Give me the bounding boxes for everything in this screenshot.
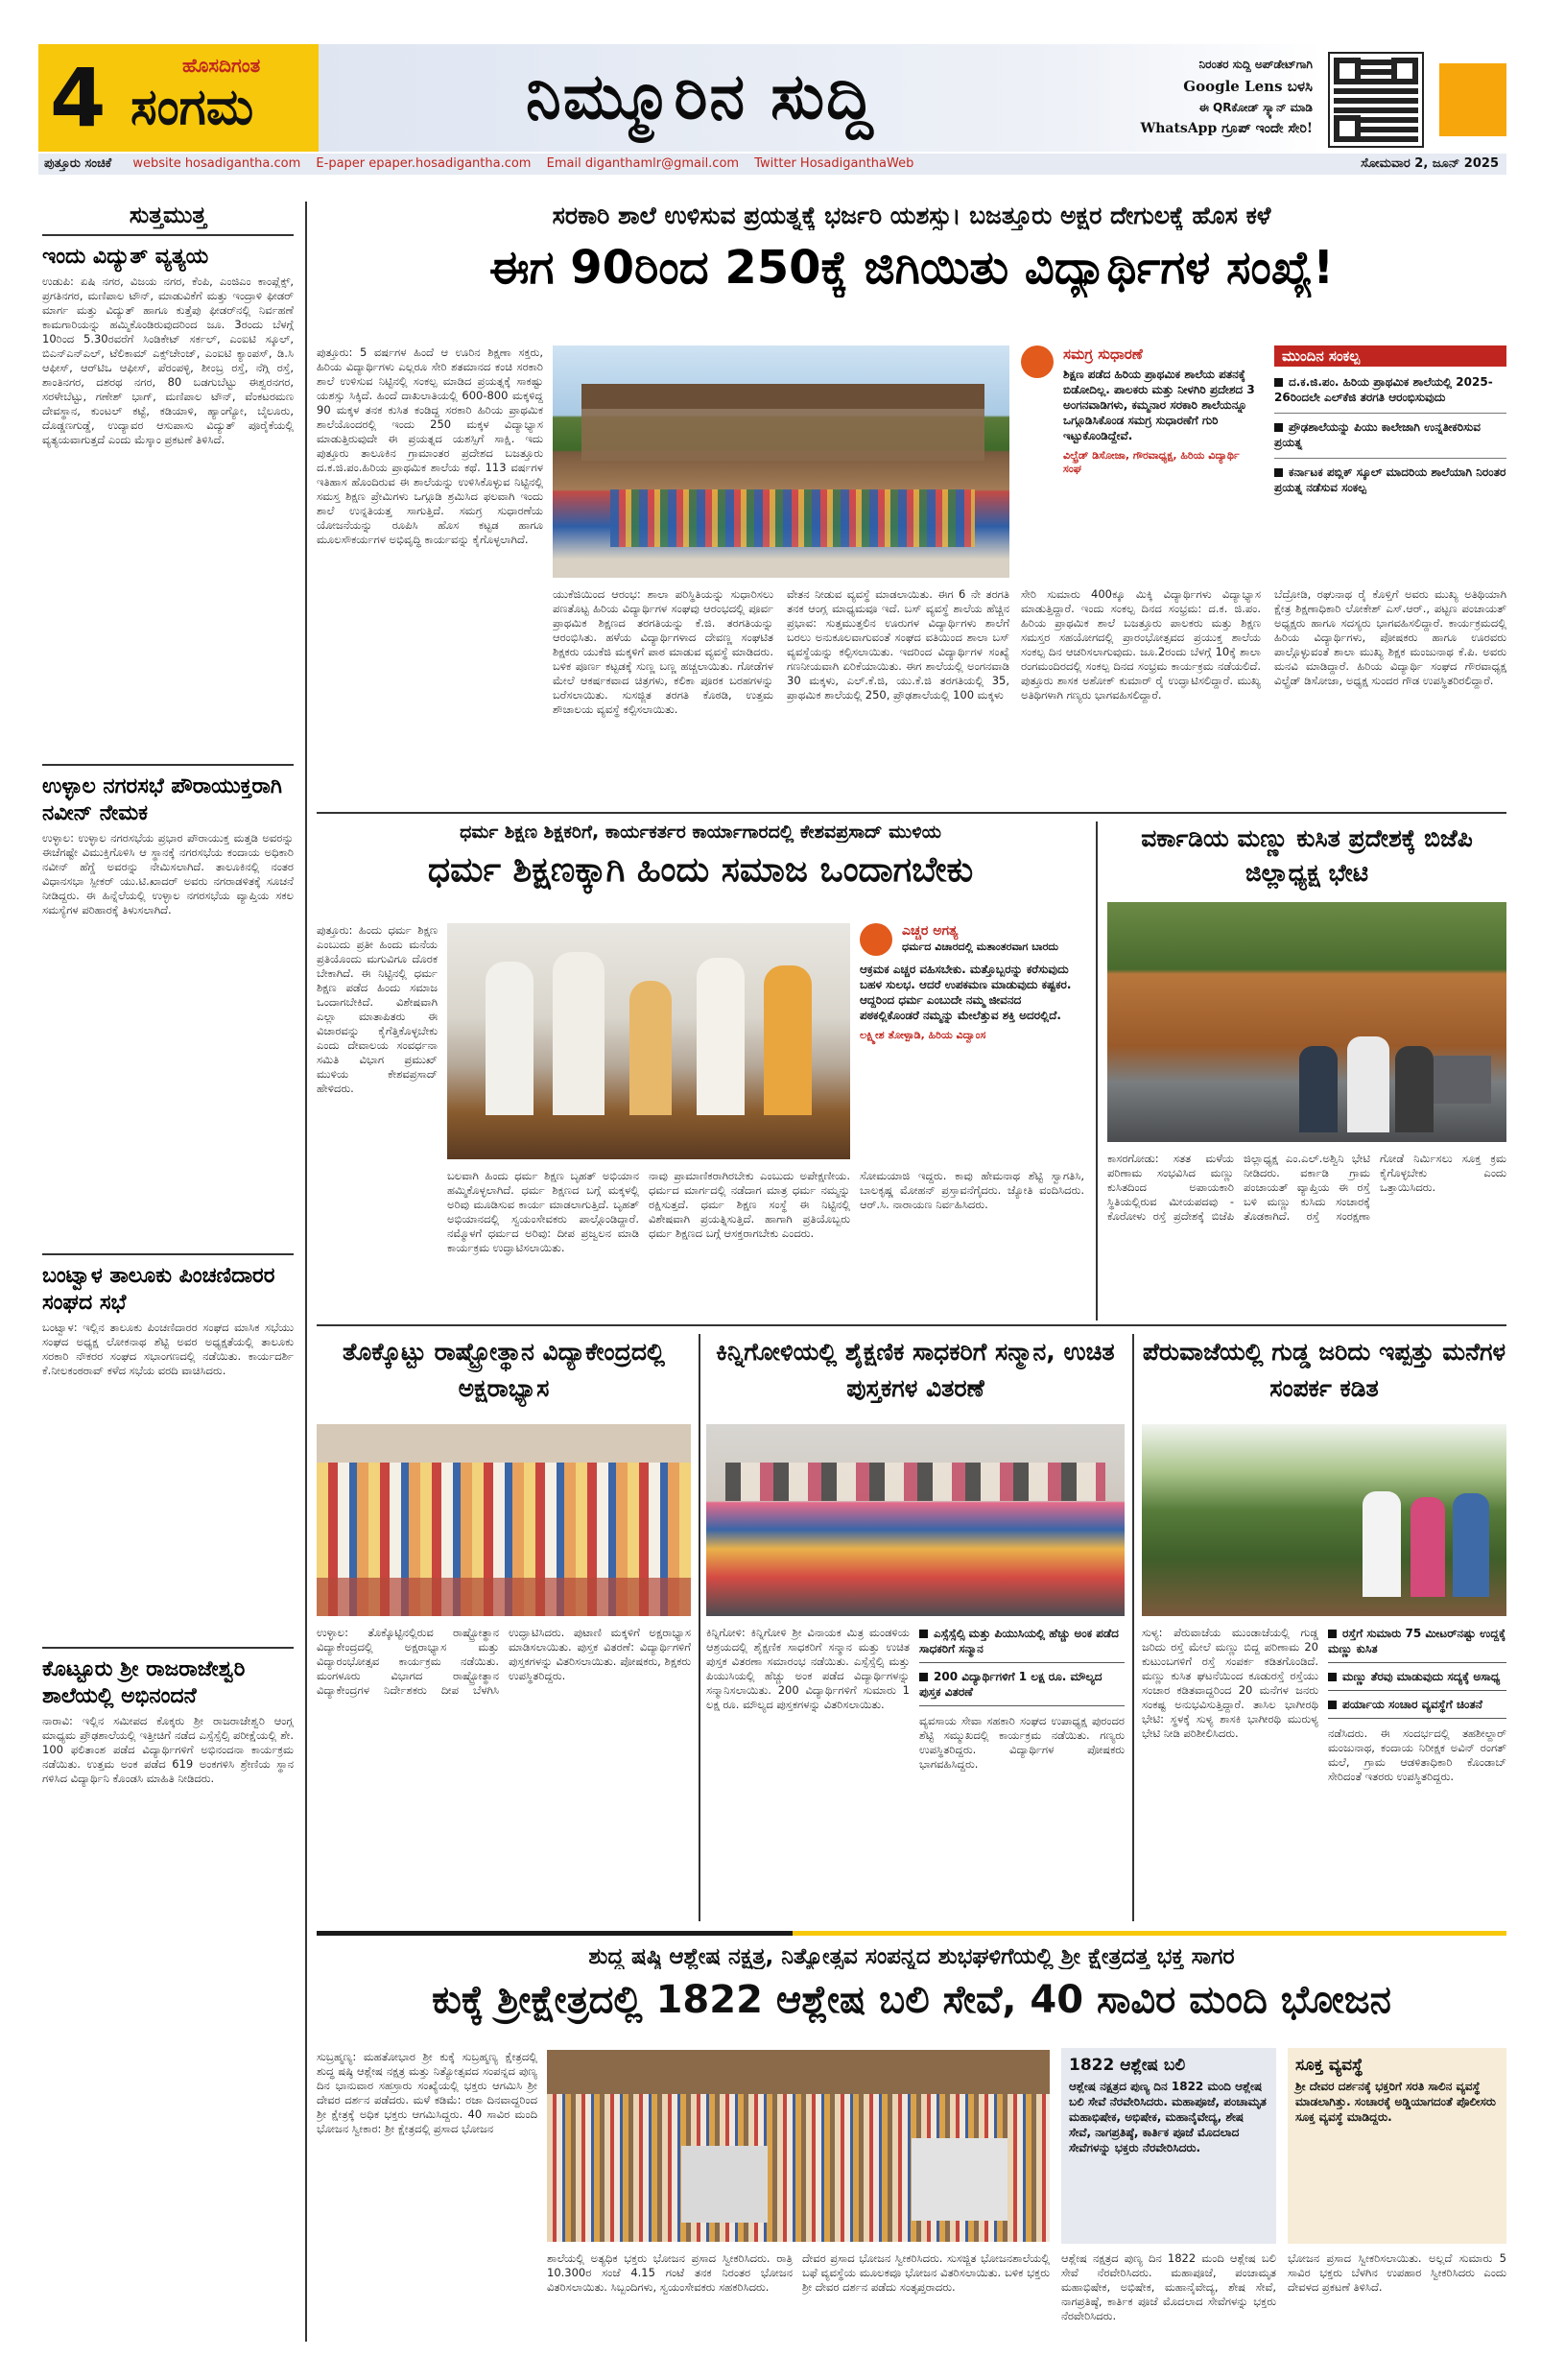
sidebar-body: ಉಳ್ಳಾಲ: ಉಳ್ಳಾಲ ನಗರಸಭೆಯ ಪ್ರಭಾರ ಪೌರಾಯುಕ್ತ ಮತ್ತಡಿ ಅವರನ್ನು ಈಚೆಗಷ್ಟೇ ವಿಮುಕ್ತಿಗೊಳಿಸಿ ಆ ಸ್ಥಾನಕ್ಕೆ ನಗರಸಭೆಯ ಕಂದಾಯ ಅಧಿಕಾರಿ ನವೀನ್ ಹೆಗ್ಡೆ ಅವರನ್ನು ನೇಮಿಸಲಾಗಿದೆ. ತಾಲೂಕಿನಲ್ಲಿ ನಂತರ ವಿಧಾನಸಭಾ ಸ್ಪೀಕರ್ ಯು.ಟಿ.ಖಾದರ್ ಅವರು ನಗರಾಡಳಿತಕ್ಕೆ ಸೂಚನೆ ನೀಡಿದ್ದರು. ಈ ಹಿನ್ನೆಲೆಯಲ್ಲಿ ಉಳ್ಳಾಲ ನಗರಸಭೆಯ ವ್ಯಾಪ್ತಿಯ ಸಕಲ ಸಮಸ್ಯೆಗಳ ಪರಿಹಾರಕ್ಕೆ ತಿಳುಸಲಾಗಿದೆ. xyxy=(42,831,294,916)
sidebar xyxy=(42,202,294,2332)
quote-box xyxy=(860,923,1084,1159)
qr-text-1: ನಿರಂತರ ಸುದ್ದಿ ಅಪ್‌ಡೇಟ್‌ಗಾಗಿ xyxy=(1198,58,1313,71)
quote-title: ಎಚ್ಚರ ಅಗತ್ಯ xyxy=(902,923,959,939)
story5-body-2: ವ್ಯವಸಾಯ ಸೇವಾ ಸಹಕಾರಿ ಸಂಘದ ಉಪಾಧ್ಯಕ್ಷ ಪುರಂದರ ಶೆಟ್ಟಿ ಸಮ್ಮುಖದಲ್ಲಿ ಕಾರ್ಯಕ್ರಮ ನಡೆಯಿತು. ಗಣ್ಯರು ಉಪಸ್ಥಿತರಿದ್ದರು. ವಿದ್ಯಾರ್ಥಿಗಳ ಪೋಷಕರು ಭಾಗವಹಿಸಿದ್ದರು. xyxy=(919,1714,1125,1771)
qr-text-3: ಈ QRಕೋಡ್ ಸ್ಕ್ಯಾನ್ ಮಾಡಿ xyxy=(1198,101,1313,114)
box-icon xyxy=(1021,345,1054,378)
plan-title: ಮುಂದಿನ ಸಂಕಲ್ಪ xyxy=(1274,345,1506,367)
story7-body-1: ಸುಬ್ರಹ್ಮಣ್ಯ: ಮಹತೋಭಾರ ಶ್ರೀ ಕುಕ್ಕೆ ಸುಬ್ರಹ್ಮಣ್ಯ ಕ್ಷೇತ್ರದಲ್ಲಿ ಶುದ್ಧ ಷಷ್ಠಿ ಆಶ್ಲೇಷ ನಕ್ಷತ್ರ ಮತ್ತು ನಿತ್ಯೋತ್ಸವದ ಸಂಪನ್ನದ ಪುಣ್ಯ ದಿನ ಭಾನುವಾರ ಸಹಸ್ರಾರು ಸಂಖ್ಯೆಯಲ್ಲಿ ಭಕ್ತರು ಆಗಮಿಸಿ ಶ್ರೀ ದೇವರ ದರ್ಶನ ಪಡೆದರು. ಮಳೆ ಕಡಿಮೆ: ರಜಾ ದಿನವಾದ್ದರಿಂದ ಶ್ರೀ ಕ್ಷೇತ್ರಕ್ಕೆ ಅಧಿಕ ಭಕ್ತರು ಆಗಮಿಸಿದ್ದರು. 40 ಸಾವಿರ ಮಂದಿ ಭೋಜನ ಸ್ವೀಕಾರ: ಶ್ರೀ ಕ್ಷೇತ್ರದಲ್ಲಿ ಪ್ರಸಾದ ಭೋಜನ xyxy=(317,2050,537,2135)
box-author: ವಿಲ್ಫ್ರೆಡ್ ಡಿಸೋಜಾ, ಗೌರವಾಧ್ಯಕ್ಷ, ಹಿರಿಯ ವಿದ್ಯಾರ್ಥಿ ಸಂಘ xyxy=(1063,449,1240,475)
story-kukke xyxy=(317,1944,1506,2347)
sidebar-headline[interactable]: ಕೊಟ್ಟೂರು ಶ್ರೀ ರಾಜರಾಜೇಶ್ವರಿ ಶಾಲೆಯಲ್ಲಿ ಅಭಿನಂದನೆ xyxy=(42,1657,246,1708)
bullet-item: ಎಸ್ಸೆಸ್ಸೆಲ್ಸಿ ಮತ್ತು ಪಿಯುಸಿಯಲ್ಲಿ ಹೆಚ್ಚು ಅಂಕ ಪಡೆದ ಸಾಧಕರಿಗೆ ಸನ್ಮಾನ xyxy=(919,1626,1125,1663)
story-varkadi xyxy=(1107,821,1506,1319)
edition-label: ಪುತ್ತೂರು ಸಂಚಿಕೆ xyxy=(44,156,112,171)
column-rule xyxy=(699,1334,700,1921)
story3-body: ಕಾಸರಗೋಡು: ಸತತ ಮಳೆಯ ಪರಿಣಾಮ ಸಂಭವಿಸಿದ ಮಣ್ಣು ಕುಸಿತದಿಂದ ಅಪಾಯಕಾರಿ ಸ್ಥಿತಿಯಲ್ಲಿರುವ ಮೀಯಪದವು - ಕೊರೋಳು ರಸ್ತೆ ಪ್ರದೇಶಕ್ಕೆ ಬಿಜೆಪಿ ಜಿಲ್ಲಾಧ್ಯಕ್ಷ ಎಂ.ಎಲ್.ಅಶ್ವಿನಿ ಭೇಟಿ ನೀಡಿದರು. ವರ್ಕಾಡಿ ಗ್ರಾಮ ಪಂಚಾಯತ್ ವ್ಯಾಪ್ತಿಯ ಈ ರಸ್ತೆ ಬಳಿ ಮಣ್ಣು ಕುಸಿದು ಸಂಚಾರಕ್ಕೆ ತೊಡಕಾಗಿದೆ. ರಸ್ತೆ ಸಂರಕ್ಷಣಾ ಗೋಡೆ ನಿರ್ಮಿಸಲು ಸೂಕ್ತ ಕ್ರಮ ಕೈಗೊಳ್ಳಬೇಕು ಎಂದು ಒತ್ತಾಯಿಸಿದರು. xyxy=(1107,1152,1506,1223)
felicitation-photo xyxy=(706,1424,1125,1616)
qr-promo xyxy=(1067,44,1324,152)
plan-item: ದ.ಕ.ಜಿ.ಪಂ. ಹಿರಿಯ ಪ್ರಾಥಮಿಕ ಶಾಲೆಯಲ್ಲಿ 2025-26ರಿಂದಲೇ ಎಲ್‌ಕೆಜಿ ತರಗತಿ ಆರಂಭಿಸುವುದು xyxy=(1274,375,1493,404)
plan-item: ಕರ್ನಾಟಕ ಪಬ್ಲಿಕ್ ಸ್ಕೂಲ್ ಮಾದರಿಯ ಶಾಲೆಯಾಗಿ ನಿರಂತರ ಪ್ರಯತ್ನ ನಡೆಸುವ ಸಂಕಲ್ಪ xyxy=(1274,458,1506,495)
lead-body-3: ವೇತನ ನೀಡುವ ವ್ಯವಸ್ಥೆ ಮಾಡಲಾಯಿತು. ಈಗ 6 ನೇ ತರಗತಿ ತನಕ ಆಂಗ್ಲ ಮಾಧ್ಯಮವೂ ಇದೆ. ಬಸ್ ವ್ಯವಸ್ಥೆ ಶಾಲೆಯ ಹೆಚ್ಚಿನ ಪ್ರಭಾವ: ಸುತ್ತಮುತ್ತಲಿನ ಊರುಗಳ ವಿದ್ಯಾರ್ಥಿಗಳು ಶಾಲೆಗೆ ಬರಲು ಅನುಕೂಲವಾಗುವಂತೆ ಸಂಘದ ವತಿಯಿಂದ ಶಾಲಾ ಬಸ್ ವ್ಯವಸ್ಥೆಯನ್ನು ಕಲ್ಪಿಸಲಾಯಿತು. ಇದರಿಂದ ವಿದ್ಯಾರ್ಥಿಗಳ ಸಂಖ್ಯೆ ಗಣನೀಯವಾಗಿ ಏರಿಕೆಯಾಯಿತು. ಈಗ ಶಾಲೆಯಲ್ಲಿ ಅಂಗನವಾಡಿ 30 ಮಕ್ಕಳು, ಎಲ್.ಕೆ.ಜಿ, ಯು.ಕೆ.ಜಿ ತರಗತಿಯಲ್ಲಿ 35, ಪ್ರಾಥಮಿಕ ಶಾಲೆಯಲ್ಲಿ 250, ಪ್ರೌಢಶಾಲೆಯಲ್ಲಿ 100 ಮಕ್ಕಳು xyxy=(787,587,1009,702)
landslide-photo xyxy=(1107,902,1506,1142)
ashlesha-box xyxy=(1061,2048,1276,2244)
masthead xyxy=(38,44,1506,169)
lead-body-5: ಬೆದ್ರೋಡಿ, ರಘುನಾಥ ರೈ ಕೊಳ್ತಿಗೆ ಅವರು ಮುಖ್ಯ ಅತಿಥಿಯಾಗಿ ಕ್ಷೇತ್ರ ಶಿಕ್ಷಣಾಧಿಕಾರಿ ಲೋಕೇಶ್ ಎಸ್.ಆರ್., ಪಟ್ಟಣ ಪಂಚಾಯತ್ ಅಧ್ಯಕ್ಷರು ಹಾಗೂ ಸದಸ್ಯರು ಭಾಗವಹಿಸಲಿದ್ದಾರೆ. ಕಾರ್ಯಕ್ರಮದಲ್ಲಿ ಹಿರಿಯ ವಿದ್ಯಾರ್ಥಿಗಳು, ಪೋಷಕರು ಹಾಗೂ ಊರವರು ಪಾಲ್ಗೊಳ್ಳುವಂತೆ ಶಾಲಾ ಮುಖ್ಯ ಶಿಕ್ಷಕ ಮಂಜುನಾಥ ಕೆ.ಪಿ. ಅವರು ಮನವಿ ಮಾಡಿದ್ದಾರೆ. ಹಿರಿಯ ವಿದ್ಯಾರ್ಥಿ ಸಂಘದ ಗೌರವಾಧ್ಯಕ್ಷ ವಿಲ್ಫ್ರೆಡ್ ಡಿಸೋಜಾ, ಅಧ್ಯಕ್ಷ ಸುಂದರ ಗೌಡ ಉಪಸ್ಥಿತರಿರಲಿದ್ದಾರೆ. xyxy=(1274,587,1506,687)
email-link[interactable]: Email diganthamlr@gmail.com xyxy=(546,156,740,171)
column-rule xyxy=(1096,821,1098,1321)
story2-body-4: ಸೋಮಯಾಜಿ ಇದ್ದರು. ಕಾವು ಹೇಮನಾಥ ಶೆಟ್ಟಿ ಸ್ವಾಗತಿಸಿ, ಬಾಲಕೃಷ್ಣ ಮೋಹನ್ ಪ್ರಸ್ತಾವನೆಗೈದರು. ಜ್ಯೋತಿ ವಂದಿಸಿದರು. ಆರ್.ಸಿ. ನಾರಾಯಣ ನಿರ್ವಹಿಸಿದರು. xyxy=(860,1169,1084,1211)
bullet-item: ರಸ್ತೆಗೆ ಸುಮಾರು 75 ಮೀಟರ್‌ನಷ್ಟು ಉದ್ದಕ್ಕೆ ಮಣ್ಣು ಕುಸಿತ xyxy=(1328,1626,1506,1663)
column-rule xyxy=(1132,1334,1134,1921)
quote-author: ಲಕ್ಷ್ಮೀಶ ತೋಳ್ಪಾಡಿ, ಹಿರಿಯ ವಿದ್ವಾಂಸ xyxy=(860,1029,986,1041)
epaper-link[interactable]: E-paper epaper.hosadigantha.com xyxy=(316,156,532,171)
sidebar-story-2 xyxy=(42,774,294,1244)
twitter-link[interactable]: Twitter HosadiganthaWeb xyxy=(754,156,914,171)
story6-bullets xyxy=(1328,1626,1506,1851)
school-photo xyxy=(553,345,1009,578)
accent-band xyxy=(317,1931,1506,1936)
story4-body: ಉಳ್ಳಾಲ: ತೊಕ್ಕೊಟ್ಟಿನಲ್ಲಿರುವ ರಾಷ್ಟ್ರೋತ್ಥಾನ ವಿದ್ಯಾಕೇಂದ್ರದಲ್ಲಿ ಅಕ್ಷರಾಭ್ಯಾಸ ಮತ್ತು ವಿದ್ಯಾರಂಭೋತ್ಸವ ಕಾರ್ಯಕ್ರಮ ನಡೆಯಿತು. ಮಂಗಳೂರು ವಿಭಾಗದ ರಾಷ್ಟ್ರೋತ್ಥಾನ ವಿದ್ಯಾಕೇಂದ್ರಗಳ ನಿರ್ದೇಶಕರು ದೀಪ ಬೆಳಗಿಸಿ ಉದ್ಘಾಟಿಸಿದರು. ಪುಟಾಣಿ ಮಕ್ಕಳಿಗೆ ಅಕ್ಷರಾಭ್ಯಾಸ ಮಾಡಿಸಲಾಯಿತು. ಪುಸ್ತಕ ವಿತರಣೆ: ವಿದ್ಯಾರ್ಥಿಗಳಿಗೆ ಪುಸ್ತಕಗಳನ್ನು ವಿತರಿಸಲಾಯಿತು. ಪೋಷಕರು, ಶಿಕ್ಷಕರು ಉಪಸ್ಥಿತರಿದ್ದರು. xyxy=(317,1626,691,1697)
sidebar-headline[interactable]: ಉಳ್ಳಾಲ ನಗರಸಭೆ ಪೌರಾಯುಕ್ತರಾಗಿ ನವೀನ್ ನೇಮಕ xyxy=(42,774,282,825)
story6-body: ಸುಳ್ಯ: ಪೆರುವಾಜೆಯ ಮುಂಡಾಜೆಯಲ್ಲಿ ಗುಡ್ಡ ಜರಿದು ರಸ್ತೆ ಮೇಲೆ ಮಣ್ಣು ಬಿದ್ದ ಪರಿಣಾಮ 20 ಕುಟುಂಬಗಳಿಗೆ ರಸ್ತೆ ಸಂಪರ್ಕ ಕಡಿತಗೊಂಡಿದೆ. ಮಣ್ಣು ಕುಸಿತ ಘಟನೆಯಿಂದ ಕೂಡುರಸ್ತೆ ರಸ್ತೆಯು ಸಂಚಾರ ಕಡಿತವಾದ್ದರಿಂದ 20 ಮನೆಗಳ ಜನರು ಸಂಕಷ್ಟ ಅನುಭವಿಸುತ್ತಿದ್ದಾರೆ. ತಾಸಿಲ ಭಾಗೀರಥಿ ಭೇಟಿ: ಸ್ಥಳಕ್ಕೆ ಸುಳ್ಯ ಶಾಸಕಿ ಭಾಗೀರಥಿ ಮುರುಳ್ಯ ಭೇಟಿ ನೀಡಿ ಪರಿಶೀಲಿಸಿದರು. xyxy=(1142,1626,1318,1740)
issue-date: ಸೋಮವಾರ 2, ಜೂನ್ 2025 xyxy=(1361,156,1499,171)
sidebar-header: ಸುತ್ತಮುತ್ತ xyxy=(42,202,294,236)
story2-body-3: ನಾವು ಪ್ರಾಮಾಣಿಕರಾಗಿರಬೇಕು ಎಂಬುದು ಅಪೇಕ್ಷಣೀಯ. ಧರ್ಮದ ಮಾರ್ಗದಲ್ಲಿ ನಡೆದಾಗ ಮಾತ್ರ ಧರ್ಮ ನಮ್ಮನ್ನು ರಕ್ಷಿಸುತ್ತದೆ. ಧರ್ಮ ಶಿಕ್ಷಣ ಸಂಸ್ಥೆ ಈ ನಿಟ್ಟಿನಲ್ಲಿ ವಿಶೇಷವಾಗಿ ಪ್ರಯತ್ನಿಸುತ್ತಿದೆ. ಹಾಗಾಗಿ ಪ್ರತಿಯೊಬ್ಬರು ಧರ್ಮ ಶಿಕ್ಷಣದ ಬಗ್ಗೆ ಆಸಕ್ತರಾಗಬೇಕು ಎಂದರು. xyxy=(649,1169,850,1240)
story7-body-2: ಶಾಲೆಯಲ್ಲಿ ಅತ್ಯಧಿಕ ಭಕ್ತರು ಭೋಜನ ಪ್ರಸಾದ ಸ್ವೀಕರಿಸಿದರು. ರಾತ್ರಿ 10.300ರ ಸಂಜೆ 4.15 ಗಂಟೆ ತನಕ ನಿರಂತರ ಭೋಜನ ವಿತರಿಸಲಾಯಿತು. ಸಿಬ್ಬಂದಿಗಳು, ಸ್ವಯಂಸೇವಕರು ಸಹಕರಿಸಿದರು. xyxy=(547,2251,793,2294)
story6-headline[interactable]: ಪೆರುವಾಜೆಯಲ್ಲಿ ಗುಡ್ಡ ಜರಿದು ಇಪ್ಪತ್ತು ಮನೆಗಳ ಸಂಪರ್ಕ ಕಡಿತ xyxy=(1142,1338,1506,1402)
section-rule xyxy=(317,1324,1506,1326)
section-rule xyxy=(317,812,1506,814)
story-dharma xyxy=(317,821,1084,1319)
sidebar-story-4 xyxy=(42,1656,294,2031)
story4-headline[interactable]: ತೊಕ್ಕೊಟ್ಟು ರಾಷ್ಟ್ರೋತ್ಥಾನ ವಿದ್ಯಾಕೇಂದ್ರದಲ್ಲಿ ಅಕ್ಷರಾಭ್ಯಾಸ xyxy=(343,1338,665,1402)
quote-body: ಆಕ್ರಮಕ ಎಚ್ಚರ ವಹಿಸಬೇಕು. ಮತ್ತೊಬ್ಬರನ್ನು ಕರೆಸುವುದು ಬಹಳ ಸುಲಭ. ಆದರೆ ಉಪಕಮಣ ಮಾಡುವುದು ಕಷ್ಟಕರ. ಆದ್ದರಿಂದ ಧರ್ಮ ಎಂಬುದೇ ನಮ್ಮ ಜೀವನದ ಪಠಕಲ್ಲಿಕೊಂಡರೆ ನಮ್ಮನ್ನು ಮೇಲೆತ್ತುವ ಶಕ್ತಿ ಅದರಲ್ಲಿದೆ. xyxy=(860,963,1072,1022)
box-body: ಶಿಕ್ಷಣ ಪಡೆದ ಹಿರಿಯ ಪ್ರಾಥಮಿಕ ಶಾಲೆಯ ಪತನಕ್ಕೆ ಬಿಡೋದಿಲ್ಲ. ಪಾಲಕರು ಮತ್ತು ನೀಳಗಿರಿ ಪ್ರದೇಶದ 3 ಅಂಗನವಾಡಿಗಳು, ಕಮ್ಮನಾರ ಸರಕಾರಿ ಶಾಲೆಯನ್ನೂ ಒಗ್ಗೂಡಿಸಿಕೊಂಡ ಸಮಗ್ರ ಸುಧಾರಣೆಗೆ ಗುರಿ ಇಟ್ಟುಕೊಂಡಿದ್ದೇವೆ. xyxy=(1063,368,1255,442)
sidebar-story-3 xyxy=(42,1263,294,1637)
classroom-photo xyxy=(317,1424,691,1616)
story-tokkottu xyxy=(317,1334,691,1919)
story7-body-3: ದೇವರ ಪ್ರಸಾದ ಭೋಜನ ಸ್ವೀಕರಿಸಿದರು. ಸುಸಜ್ಜಿತ ಭೋಜನಶಾಲೆಯಲ್ಲಿ ಬಫೆ ವ್ಯವಸ್ಥೆಯ ಮೂಲಕವೂ ಭೋಜನ ವಿತರಿಸಲಾಯಿತು. ಬಳಿಕ ಭಕ್ತರು ಶ್ರೀ ದೇವರ ದರ್ಶನ ಪಡೆದು ಸಂತೃಪ್ತರಾದರು. xyxy=(802,2251,1050,2294)
story-kinnigoli xyxy=(706,1334,1125,1919)
quote-icon xyxy=(860,923,892,956)
qr-text-4: WhatsApp ಗ್ರೂಪ್ ಇಂದೇ ಸೇರಿ! xyxy=(1140,121,1313,136)
column-rule xyxy=(305,202,307,2342)
qr-text-2: Google Lens ಬಳಸಿ xyxy=(1183,78,1313,95)
story7-headline[interactable]: ಕುಕ್ಕೆ ಶ್ರೀಕ್ಷೇತ್ರದಲ್ಲಿ 1822 ಆಶ್ಲೇಷ ಬಲಿ ಸೇವೆ, 40 ಸಾವಿರ ಮಂದಿ ಭೋಜನ xyxy=(432,1978,1391,2022)
story2-kicker: ಧರ್ಮ ಶಿಕ್ಷಣ ಶಿಕ್ಷಕರಿಗೆ, ಕಾರ್ಯಕರ್ತರ ಕಾರ್ಯಾಗಾರದಲ್ಲಿ ಕೇಶವಪ್ರಸಾದ್ ಮುಳಿಯ xyxy=(460,821,941,843)
box1-body: ಆಶ್ಲೇಷ ನಕ್ಷತ್ರದ ಪುಣ್ಯ ದಿನ 1822 ಮಂದಿ ಆಶ್ಲೇಷ ಬಲಿ ಸೇವೆ ನೆರವೇರಿಸಿದರು. ಮಹಾಪೂಜೆ, ಪಂಚಾಮೃತ ಮಹಾಭಿಷೇಕ, ಅಭಿಷೇಕ, ಮಹಾನೈವೇದ್ಯ, ಶೇಷ ಸೇವೆ, ನಾಗಪ್ರತಿಷ್ಠೆ, ಕಾರ್ತಿಕ ಪೂಜೆ ಮೊದಲಾದ ಸೇವೆಗಳನ್ನು ಭಕ್ತರು ನೆರವೇರಿಸಿದರು. xyxy=(1069,2080,1267,2154)
box2-body: ಶ್ರೀ ದೇವರ ದರ್ಶನಕ್ಕೆ ಭಕ್ತರಿಗೆ ಸರತಿ ಸಾಲಿನ ವ್ಯವಸ್ಥೆ ಮಾಡಲಾಗಿತ್ತು. ಸಂಚಾರಕ್ಕೆ ಅಡ್ಡಿಯಾಗದಂತೆ ಪೊಲೀಸರು ಸೂಕ್ತ ವ್ಯವಸ್ಥೆ ಮಾಡಿದ್ದರು. xyxy=(1295,2080,1496,2124)
masthead-title: ನಿಮ್ಮೂರಿನ ಸುದ್ದಿ xyxy=(526,60,875,133)
bullet-item: 200 ವಿದ್ಯಾರ್ಥಿಗಳಿಗೆ 1 ಲಕ್ಷ ರೂ. ಮೌಲ್ಯದ ಪುಸ್ತಕ ವಿತರಣೆ xyxy=(919,1669,1125,1706)
lead-kicker: ಸರಕಾರಿ ಶಾಲೆ ಉಳಿಸುವ ಪ್ರಯತ್ನಕ್ಕೆ ಭರ್ಜರಿ ಯಶಸ್ಸು। ಬಜತ್ತೂರು ಅಕ್ಷರ ದೇಗುಲಕ್ಕೆ ಹೊಸ ಕಳೆ xyxy=(552,202,1271,229)
story2-body-1: ಪುತ್ತೂರು: ಹಿಂದು ಧರ್ಮ ಶಿಕ್ಷಣ ಎಂಬುದು ಪ್ರತೀ ಹಿಂದು ಮನೆಯ ಪ್ರತಿಯೊಂದು ಮಗುವಿಗೂ ದೊರಕ ಬೇಕಾಗಿದೆ. ಈ ನಿಟ್ಟಿನಲ್ಲಿ ಧರ್ಮ ಶಿಕ್ಷಣ ಪಡೆದ ಹಿಂದು ಸಮಾಜ ಒಂದಾಗಬೇಕಿದೆ. ವಿಶೇಷವಾಗಿ ಎಲ್ಲಾ ಮಾತಾಪಿತರು ಈ ವಿಚಾರವನ್ನು ಕೈಗೆತ್ತಿಕೊಳ್ಳಬೇಕು ಎಂದು ದೇವಾಲಯ ಸಂವರ್ಧನಾ ಸಮಿತಿ ವಿಭಾಗ ಪ್ರಮುಖ್ ಮುಳಿಯ ಕೇಶವಪ್ರಸಾದ್ ಹೇಳಿದರು. xyxy=(317,923,438,1095)
bullet-item: ಪರ್ಯಾಯ ಸಂಚಾರ ವ್ಯವಸ್ಥೆಗೆ ಚಿಂತನೆ xyxy=(1328,1697,1506,1719)
website-link[interactable]: website hosadigantha.com xyxy=(132,156,301,171)
arrangement-box xyxy=(1288,2048,1506,2244)
lead-story xyxy=(317,202,1506,816)
sudharane-box xyxy=(1021,345,1261,576)
sidebar-headline[interactable]: ಇಂದು ವಿದ್ಯುತ್ ವ್ಯತ್ಯಯ xyxy=(42,245,209,269)
sidebar-story-1 xyxy=(42,244,294,754)
story2-body-2: ಬಲವಾಗಿ ಹಿಂದು ಧರ್ಮ ಶಿಕ್ಷಣ ಬೃಹತ್ ಅಭಿಯಾನ ಹಮ್ಮಿಕೊಳ್ಳಲಾಗಿದೆ. ಧರ್ಮ ಶಿಕ್ಷಣದ ಬಗ್ಗೆ ಮಕ್ಕಳಲ್ಲಿ ಅರಿವು ಮೂಡಿಸುವ ಕಾರ್ಯ ಮಾಡಲಾಗುತ್ತಿದೆ. ಬೃಹತ್ ಅಭಿಯಾನದಲ್ಲಿ ಸ್ವಯಂಸೇವಕರು ಪಾಲ್ಗೊಂಡಿದ್ದಾರೆ. ನಮ್ಮೊಳಗೆ ಧರ್ಮದ ಅರಿವು: ದೀಪ ಪ್ರಜ್ವಲನ ಮಾಡಿ ಕಾರ್ಯಕ್ರಮ ಉದ್ಘಾಟಿಸಲಾಯಿತು. xyxy=(447,1169,639,1254)
brand-logo: ಹೊಸದಿಗಂತ xyxy=(182,54,261,77)
quote-sub: ಧರ್ಮದ ವಿಚಾರದಲ್ಲಿ ಮತಾಂತರವಾಗ ಬಾರದು xyxy=(902,940,1059,953)
lead-headline[interactable]: ಈಗ 90ರಿಂದ 250ಕ್ಕೆ ಜಿಗಿಯಿತು ವಿದ್ಯಾರ್ಥಿಗಳ ಸಂಖ್ಯೆ! xyxy=(488,241,1335,295)
story7-body-4: ಭೋಜನ ಪ್ರಸಾದ ಸ್ವೀಕರಿಸಲಾಯಿತು. ಅಲ್ಲದೆ ಸುಮಾರು 5 ಸಾವಿರ ಭಕ್ತರು ಬೆಳಗಿನ ಉಪಹಾರ ಸ್ವೀಕರಿಸಿದರು ಎಂದು ದೇವಳದ ಪ್ರಕಟಣೆ ತಿಳಿಸಿದೆ. xyxy=(1288,2251,1506,2294)
temple-crowd-photo xyxy=(547,2050,1050,2242)
qr-code[interactable] xyxy=(1330,54,1422,146)
sidebar-headline[interactable]: ಬಂಟ್ವಾಳ ತಾಲೂಕು ಪಿಂಚಣಿದಾರರ ಸಂಘದ ಸಭೆ xyxy=(42,1264,275,1315)
story7-body-5: ಆಶ್ಲೇಷ ನಕ್ಷತ್ರದ ಪುಣ್ಯ ದಿನ 1822 ಮಂದಿ ಆಶ್ಲೇಷ ಬಲಿ ಸೇವೆ ನೆರವೇರಿಸಿದರು. ಮಹಾಪೂಜೆ, ಪಂಚಾಮೃತ ಮಹಾಭಿಷೇಕ, ಅಭಿಷೇಕ, ಮಹಾನೈವೇದ್ಯ, ಶೇಷ ಸೇವೆ, ನಾಗಪ್ರತಿಷ್ಠೆ, ಕಾರ್ತಿಕ ಪೂಜೆ ಮೊದಲಾದ ಸೇವೆಗಳನ್ನು ಭಕ್ತರು ನೆರವೇರಿಸಿದರು. xyxy=(1061,2251,1276,2322)
story7-kicker: ಶುದ್ಧ ಷಷ್ಠಿ ಆಶ್ಲೇಷ ನಕ್ಷತ್ರ, ನಿತ್ಯೋತ್ಸವ ಸಂಪನ್ನದ ಶುಭಘಳಿಗೆಯಲ್ಲಿ ಶ್ರೀ ಕ್ಷೇತ್ರದತ್ತ ಭಕ್ತ ಸಾಗರ xyxy=(588,1944,1235,1969)
masthead-accent xyxy=(1439,63,1506,136)
sidebar-body: ನಾರಾವಿ: ಇಲ್ಲಿನ ಸಮೀಪದ ಕೊಕ್ಕರು ಶ್ರೀ ರಾಜರಾಜೇಶ್ವರಿ ಆಂಗ್ಲ ಮಾಧ್ಯಮ ಪ್ರೌಢಶಾಲೆಯಲ್ಲಿ ಇತ್ತೀಚಿಗೆ ನಡೆದ ಎಸ್ಸೆಸ್ಸೆಲ್ಸಿ ಪರೀಕ್ಷೆಯಲ್ಲಿ ಶೇ. 100 ಫಲಿತಾಂಶ ಪಡೆದ ವಿದ್ಯಾರ್ಥಿಗಳಿಗೆ ಅಭಿನಂದನಾ ಕಾರ್ಯಕ್ರಮ ನಡೆಯಿತು. ಉತ್ತಮ ಅಂಕ ಪಡೆದ 619 ಅಂಕಗಳಿಸಿ ಶ್ರೇಣಿಯ ಸ್ಥಾನ ಗಳಿಸಿದ ವಿದ್ಯಾರ್ಥಿನಿ ಕೊಂಡಸಿ ಮಾಹಿತಿ ನೀಡಿದರು. xyxy=(42,1714,294,1785)
box2-title: ಸೂಕ್ತ ವ್ಯವಸ್ಥೆ xyxy=(1295,2056,1363,2075)
story5-body: ಕಿನ್ನಿಗೋಳಿ: ಕಿನ್ನಿಗೋಳಿ ಶ್ರೀ ವಿನಾಯಕ ಮಿತ್ರ ಮಂಡಳಿಯ ಆಶ್ರಯದಲ್ಲಿ ಶೈಕ್ಷಣಿಕ ಸಾಧಕರಿಗೆ ಸನ್ಮಾನ ಮತ್ತು ಉಚಿತ ಪುಸ್ತಕ ವಿತರಣಾ ಸಮಾರಂಭ ನಡೆಯಿತು. ಎಸ್ಸೆಸ್ಸೆಲ್ಸಿ ಮತ್ತು ಪಿಯುಸಿಯಲ್ಲಿ ಹೆಚ್ಚು ಅಂಕ ಪಡೆದ ವಿದ್ಯಾರ್ಥಿಗಳನ್ನು ಸನ್ಮಾನಿಸಲಾಯಿತು. 200 ವಿದ್ಯಾರ್ಥಿಗಳಿಗೆ ಸುಮಾರು 1 ಲಕ್ಷ ರೂ. ಮೌಲ್ಯದ ಪುಸ್ತಕಗಳನ್ನು ವಿತರಿಸಲಾಯಿತು. xyxy=(706,1626,910,1711)
dharma-photo xyxy=(447,923,850,1159)
page-number: 4 xyxy=(50,51,107,145)
plan-box xyxy=(1274,345,1506,580)
story6-body-2: ನಡೆಸಿದರು. ಈ ಸಂದರ್ಭದಲ್ಲಿ ತಹಶೀಲ್ದಾರ್ ಮಂಜುನಾಥ, ಕಂದಾಯ ನಿರೀಕ್ಷಕ ಅವಿನ್ ರಂಗತ್ ಮಲೆ, ಗ್ರಾಮ ಆಡಳಿತಾಧಿಕಾರಿ ಕೊಂಡಾಬ್ ಸೇರಿದಂತೆ ಇತರರು ಉಪಸ್ಥಿತರಿದ್ದರು. xyxy=(1328,1726,1506,1783)
story5-bullets xyxy=(919,1626,1125,1877)
section-title: ಸಂಗಮ xyxy=(130,79,254,136)
plan-item: ಪ್ರೌಢಶಾಲೆಯನ್ನು ಪಿಯು ಕಾಲೇಜಾಗಿ ಉನ್ನತೀಕರಿಸುವ ಪ್ರಯತ್ನ xyxy=(1274,413,1506,450)
landslide-photo-2 xyxy=(1142,1424,1506,1616)
box1-title: 1822 ಆಶ್ಲೇಷ ಬಲಿ xyxy=(1069,2056,1186,2075)
box-title: ಸಮಗ್ರ ಸುಧಾರಣೆ xyxy=(1063,345,1143,363)
story5-headline[interactable]: ಕಿನ್ನಿಗೋಳಿಯಲ್ಲಿ ಶೈಕ್ಷಣಿಕ ಸಾಧಕರಿಗೆ ಸನ್ಮಾನ, ಉಚಿತ ಪುಸ್ತಕಗಳ ವಿತರಣೆ xyxy=(716,1338,1115,1402)
sidebar-body: ಉಡುಪಿ: ಏಷಿ ನಗರ, ವಿಜಯ ನಗರ, ಕೆಂಪಿ, ಎಂಜಿಎಂ ಕಾಂಪ್ಲೆಕ್ಸ್, ಪ್ರಗತಿನಗರ, ಮಣಿಪಾಲ ಟೌನ್, ಮಾಡುವಿಕೆಗೆ ಮತ್ತು ಇಂದ್ರಾಳಿ ಫೀಡರ್ ಮಾರ್ಗ ಮತ್ತು ವಿದ್ಯುತ್ ಹಾಗೂ ಕುತ್ತೆಪು ಫೀಡರ್‌ನಲ್ಲಿ ನಿರ್ವಹಣೆ ಕಾಮಗಾರಿಯನ್ನು ಹಮ್ಮಿಕೊಂಡಿರುವುದರಿಂದ ಜೂ. 3ರಂದು ಬೆಳಗ್ಗೆ 10ರಿಂದ 5.30ರವರೆಗೆ ಸಿಂಡಿಕೇಟ್ ಸರ್ಕಲ್, ಎಂಐಟಿ ಸ್ಕೂಲ್, ಬಿಎನ್‌ಎನ್‌ಎಲ್, ಟೆಲಿಕಾಮ್ ಎಕ್ಸ್‌ಚೇಂಜ್, ಎಂಐಟಿ ಕ್ಯಾಂಪಸ್, ಡಿ.ಸಿ ಆಫೀಸ್, ಆರ್‌ಟಿಒ ಆಫೀಸ್, ಪೆರಂಪಳ್ಳಿ, ಶೀಂಬ್ರ ರಸ್ತೆ, ನೆಗ್ಗಿ ರಸ್ತೆ, ಶಾಂತಿನಗರ, ದಶರಥ ನಗರ, 80 ಬಡಗುಬೆಟ್ಟು ಈಶ್ವರನಗರ, ಸರಳೇಬೆಟ್ಟು, ಗಣೇಶ್ ಭಾಗ್, ಮಣಿಪಾಲ ಟೌನ್, ವೆಂಕಟರಮಣ ದೇವಸ್ಥಾನ, ಕುಂಟಲ್ ಕಟ್ಟೆ, ಕಡಿಯಾಳಿ, ಹ್ಯಾಂಗ್ಯೋ, ಬೈಲೂರು, ದೊಡ್ಡಣಗುಡ್ಡೆ, ಉದ್ಯಾವರ ಆಸುಪಾಸು ವಿದ್ಯುತ್ ಪೂರೈಕೆಯಲ್ಲಿ ವ್ಯತ್ಯಯವಾಗುತ್ತದೆ ಎಂದು ಮೆಸ್ಕಾಂ ಪ್ರಕಟಣೆ ತಿಳಿಸಿದೆ. xyxy=(42,274,294,446)
story-peruvaje xyxy=(1142,1334,1506,1919)
lead-body-1: ಪುತ್ತೂರು: 5 ವರ್ಷಗಳ ಹಿಂದೆ ಆ ಊರಿನ ಶಿಕ್ಷಣಾ ಸಕ್ತರು, ಹಿರಿಯ ವಿದ್ಯಾರ್ಥಿಗಳು ಎಲ್ಲರೂ ಸೇರಿ ಶತಮಾನದ ಕಂಚಿ ಸರಕಾರಿ ಶಾಲೆ ಉಳಿಸುವ ನಿಟ್ಟಿನಲ್ಲಿ ಸಂಕಲ್ಪ ಮಾಡಿದ ಪ್ರಯತ್ನಕ್ಕೆ ಸಾಕಷ್ಟು ಯಶಸ್ಸು ಸಿಕ್ಕಿದೆ. ಹಿಂದೆ ದಾಖಲಾತಿಯಲ್ಲಿ 600-800 ಮಕ್ಕಳಿದ್ದ 90 ಮಕ್ಕಳ ತನಕ ಕುಸಿತ ಕಂಡಿದ್ದ ಸರಕಾರಿ ಹಿರಿಯ ಪ್ರಾಥಮಿಕ ಶಾಲೆಯೊಂದರಲ್ಲಿ ಇಂದು 250 ಮಕ್ಕಳ ವಿದ್ಯಾಭ್ಯಾಸ ಮಾಡುತ್ತಿರುವುದೇ ಈ ಪ್ರಯತ್ನದ ಯಶಸ್ಸಿಗೆ ಸಾಕ್ಷಿ. ಇದು ಪುತ್ತೂರು ತಾಲೂಕಿನ ಗ್ರಾಮಾಂತರ ಪ್ರದೇಶದ ಬಜತ್ತೂರು ದ.ಕ.ಜಿ.ಪಂ.ಹಿರಿಯ ಪ್ರಾಥಮಿಕ ಶಾಲೆಯ ಕಥೆ. 113 ವರ್ಷಗಳ ಇತಿಹಾಸ ಹೊಂದಿರುವ ಈ ಶಾಲೆಯನ್ನು ಉಳಿಸಿಕೊಳ್ಳುವ ನಿಟ್ಟಿನಲ್ಲಿ ಸಮಸ್ತ ಶಿಕ್ಷಣ ಪ್ರೇಮಿಗಳು ಒಗ್ಗೂಡಿ ಶ್ರಮಿಸಿದ ಫಲವಾಗಿ ಇಂದು ಶಾಲೆ ಉನ್ನತಿಯತ್ತ ಸಾಗುತ್ತಿದೆ. ಸಮಗ್ರ ಸುಧಾರಣೆಯ ಯೋಜನೆಯನ್ನು ರೂಪಿಸಿ ಹೊಸ ಕಟ್ಟಡ ಹಾಗೂ ಮೂಲಸೌಕರ್ಯಗಳ ಅಭಿವೃದ್ಧಿ ಕಾರ್ಯವನ್ನು ಕೈಗೊಳ್ಳಲಾಗಿದೆ. xyxy=(317,345,543,546)
bullet-item: ಮಣ್ಣು ತೆರವು ಮಾಡುವುದು ಸದ್ಯಕ್ಕೆ ಅಸಾಧ್ಯ xyxy=(1328,1669,1506,1691)
info-strip xyxy=(38,154,1506,175)
story3-headline[interactable]: ವರ್ಕಾಡಿಯ ಮಣ್ಣು ಕುಸಿತ ಪ್ರದೇಶಕ್ಕೆ ಬಿಜೆಪಿ ಜಿಲ್ಲಾಧ್ಯಕ್ಷ ಭೇಟಿ xyxy=(1141,824,1473,887)
sidebar-body: ಬಂಟ್ವಾಳ: ಇಲ್ಲಿನ ತಾಲೂಕು ಪಿಂಚಣಿದಾರರ ಸಂಘದ ಮಾಸಿಕ ಸಭೆಯು ಸಂಘದ ಅಧ್ಯಕ್ಷ ಲೋಕನಾಥ ಶೆಟ್ಟಿ ಅವರ ಅಧ್ಯಕ್ಷತೆಯಲ್ಲಿ ತಾಲೂಕು ಸರಕಾರಿ ನೌಕರರ ಸಂಘದ ಸಭಾಂಗಣದಲ್ಲಿ ನಡೆಯಿತು. ಕಾರ್ಯದರ್ಶಿ ಕೆ.ನೀಲಕಂಠರಾವ್ ಕಳೆದ ಸಭೆಯ ವರದಿ ವಾಚಿಸಿದರು. xyxy=(42,1321,294,1377)
lead-body-4: ಸೇರಿ ಸುಮಾರು 400ಕ್ಕೂ ಮಿಕ್ಕಿ ವಿದ್ಯಾರ್ಥಿಗಳು ವಿದ್ಯಾಭ್ಯಾಸ ಮಾಡುತ್ತಿದ್ದಾರೆ. ಇಂದು ಸಂಕಲ್ಪ ದಿನದ ಸಂಭ್ರಮ: ದ.ಕ. ಜಿ.ಪಂ. ಹಿರಿಯ ಪ್ರಾಥಮಿಕ ಶಾಲೆ ಬಜತ್ತೂರು ಪಾಲಕರು ಮತ್ತು ಶಿಕ್ಷಣ ಸಮಸ್ತರ ಸಹಯೋಗದಲ್ಲಿ ಪ್ರಾರಂಭೋತ್ಸವದ ಪ್ರಯುಕ್ತ ಶಾಲೆಯ ಸಂಕಲ್ಪ ದಿನ ಆಚರಿಸಲಾಗುವುದು. ಜೂ.2ರಂದು ಬೆಳಗ್ಗೆ 10ಕ್ಕೆ ಶಾಲಾ ರಂಗಮಂದಿರದಲ್ಲಿ ಸಂಕಲ್ಪ ದಿನದ ಸಂಭ್ರಮ ಕಾರ್ಯಕ್ರಮ ನಡೆಯಲಿದೆ. ಪುತ್ತೂರು ಶಾಸಕ ಅಶೋಕ್ ಕುಮಾರ್ ರೈ ಉದ್ಘಾಟಿಸಲಿದ್ದಾರೆ. ಮುಖ್ಯ ಅತಿಥಿಗಳಾಗಿ ಗಣ್ಯರು ಭಾಗವಹಿಸಲಿದ್ದಾರೆ. xyxy=(1021,587,1261,702)
story2-headline[interactable]: ಧರ್ಮ ಶಿಕ್ಷಣಕ್ಕಾಗಿ ಹಿಂದು ಸಮಾಜ ಒಂದಾಗಬೇಕು xyxy=(427,850,974,890)
lead-body-2: ಯುಕೆಜಿಯಿಂದ ಆರಂಭ: ಶಾಲಾ ಪರಿಸ್ಥಿತಿಯನ್ನು ಸುಧಾರಿಸಲು ಪಣತೊಟ್ಟ ಹಿರಿಯ ವಿದ್ಯಾರ್ಥಿಗಳ ಸಂಘವು ಆರಂಭದಲ್ಲಿ ಪೂರ್ವ ಪ್ರಾಥಮಿಕ ಶಿಕ್ಷಣದ ತರಗತಿಯನ್ನು ಕೆ.ಜಿ. ತರಗತಿಯನ್ನು ಆರಂಭಿಸಿತು. ಹಳೆಯ ವಿದ್ಯಾರ್ಥಿಗಳಾದ ದೇವಣ್ಣ ಸಂಘಟಿತ ಶಿಕ್ಷಕರು ಯುಕೆಜಿ ಮಕ್ಕಳಿಗೆ ಪಾಠ ಮಾಡುವ ವ್ಯವಸ್ಥೆ ಮಾಡಿದರು. ಬಳಿಕ ಪೂರ್ಣ ಕಟ್ಟಡಕ್ಕೆ ಸುಣ್ಣ ಬಣ್ಣ ಹಚ್ಚಲಾಯಿತು. ಗೋಡೆಗಳ ಮೇಲೆ ಆಕರ್ಷಕವಾದ ಚಿತ್ರಗಳು, ಕಲಿಕಾ ಪೂರಕ ಬರಹಗಳನ್ನು ಬರೆಸಲಾಯಿತು. ಸುಸಜ್ಜಿತ ತರಗತಿ ಕೊಠಡಿ, ಉತ್ತಮ ಶೌಚಾಲಯ ವ್ಯವಸ್ಥೆ ಕಲ್ಪಿಸಲಾಯಿತು. xyxy=(553,587,773,716)
